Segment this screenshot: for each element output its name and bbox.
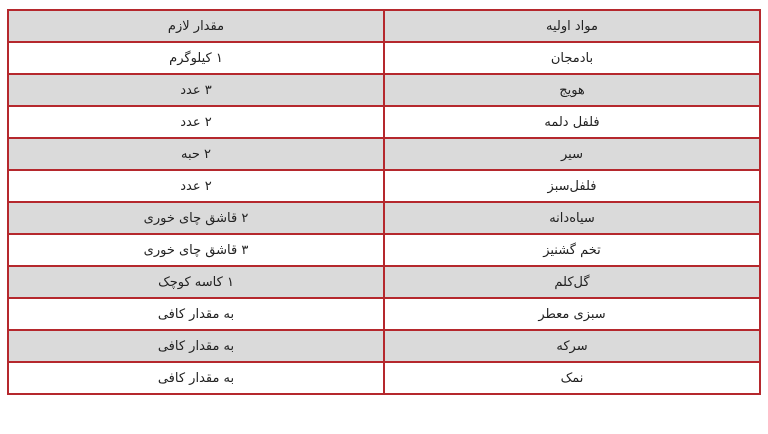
- ingredient-cell: گل‌کلم: [384, 266, 760, 298]
- table-row: [8, 106, 760, 138]
- ingredient-cell: فلفل‌سبز: [384, 170, 760, 202]
- amount-cell: ۲ عدد: [8, 170, 384, 202]
- amount-cell: ۳ عدد: [8, 74, 384, 106]
- amount-cell: به مقدار کافی: [8, 330, 384, 362]
- amount-cell: ۲ قاشق چای خوری: [8, 202, 384, 234]
- ingredient-cell: تخم گشنیز: [384, 234, 760, 266]
- table-row: [8, 330, 760, 362]
- ingredient-cell: نمک: [384, 362, 760, 394]
- amount-cell: به مقدار کافی: [8, 362, 384, 394]
- table-row: [8, 298, 760, 330]
- amount-cell: ۲ عدد: [8, 106, 384, 138]
- table-header-row: [8, 10, 760, 42]
- ingredient-cell: فلفل دلمه: [384, 106, 760, 138]
- table-row: [8, 138, 760, 170]
- amount-cell: ۱ کیلوگرم: [8, 42, 384, 74]
- table-row: [8, 170, 760, 202]
- ingredient-cell: سرکه: [384, 330, 760, 362]
- ingredient-cell: هویج: [384, 74, 760, 106]
- table-row: [8, 42, 760, 74]
- table-row: [8, 74, 760, 106]
- ingredient-cell: سیاه‌دانه: [384, 202, 760, 234]
- amount-cell: ۱ کاسه کوچک: [8, 266, 384, 298]
- table-row: [8, 202, 760, 234]
- ingredient-cell: بادمجان: [384, 42, 760, 74]
- ingredients-table: [7, 9, 761, 395]
- ingredients-table-container: [7, 9, 761, 395]
- header-amount: مقدار لازم: [8, 10, 384, 42]
- ingredient-cell: سبزی معطر: [384, 298, 760, 330]
- table-row: [8, 266, 760, 298]
- header-ingredient: مواد اولیه: [384, 10, 760, 42]
- ingredient-cell: سیر: [384, 138, 760, 170]
- amount-cell: به مقدار کافی: [8, 298, 384, 330]
- table-row: [8, 362, 760, 394]
- amount-cell: ۳ قاشق چای خوری: [8, 234, 384, 266]
- amount-cell: ۲ حبه: [8, 138, 384, 170]
- table-row: [8, 234, 760, 266]
